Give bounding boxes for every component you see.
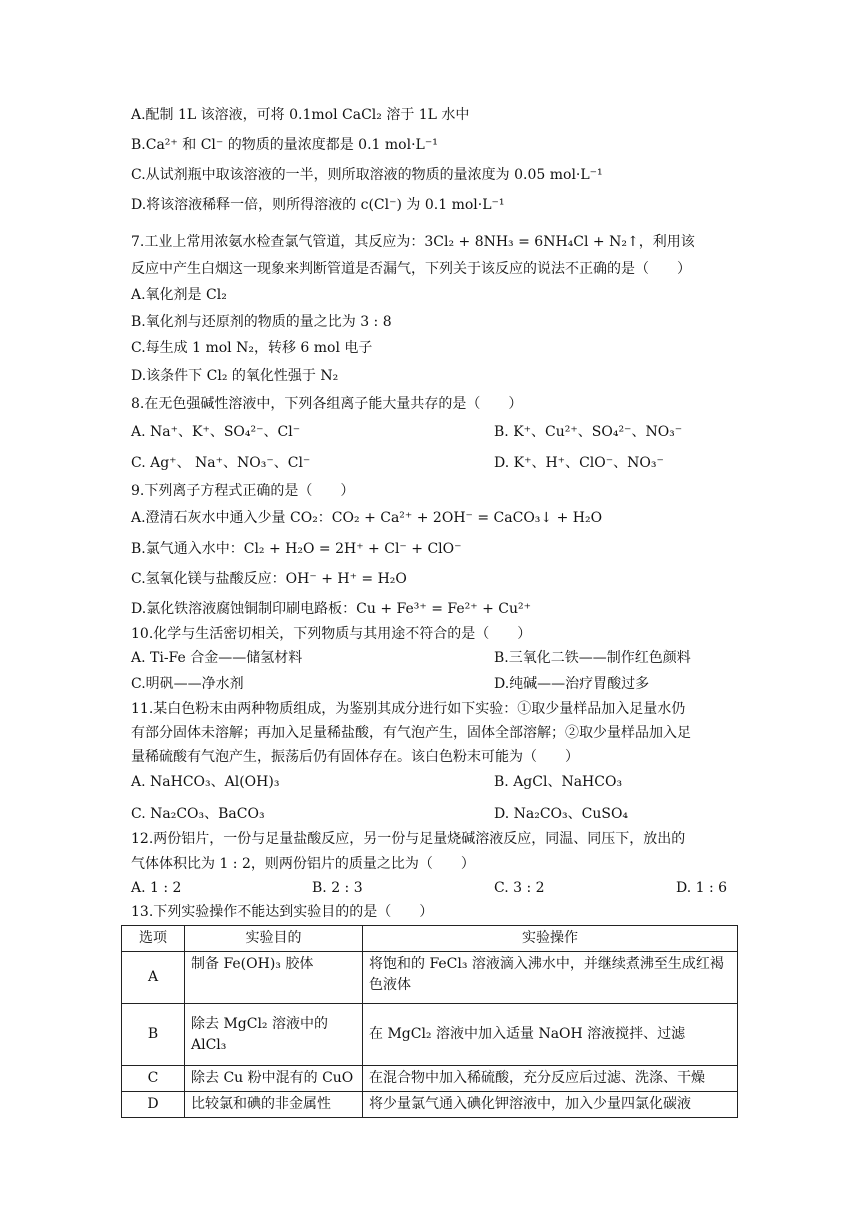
q11-option-b: B. AgCl、NaHCO₃: [494, 774, 623, 790]
row-operation: 在混合物中加入稀硫酸，充分反应后过滤、洗涤、干燥: [363, 1066, 738, 1092]
q7-option-a: A.氧化剂是 Cl₂: [131, 287, 227, 303]
row-purpose: 比较氯和碘的非金属性: [185, 1092, 363, 1118]
q7-option-d: D.该条件下 Cl₂ 的氧化性强于 N₂: [131, 368, 339, 384]
q10-option-b: B.三氧化二铁——制作红色颜料: [494, 650, 691, 666]
q11-stem-line2: 有部分固体未溶解；再加入足量稀盐酸，有气泡产生，固体全部溶解；②取少量样品加入足: [131, 725, 691, 741]
row-operation: 将饱和的 FeCl₃ 溶液滴入沸水中，并继续煮沸至生成红褐色液体: [363, 952, 738, 1004]
q11-stem-line3: 量稀硫酸有气泡产生，振荡后仍有固体存在。该白色粉末可能为（ ）: [131, 749, 579, 765]
q7-stem-line2: 反应中产生白烟这一现象来判断管道是否漏气，下列关于该反应的说法不正确的是（ ）: [131, 261, 691, 277]
q10-option-a: A. Ti-Fe 合金——储氢材料: [131, 650, 303, 666]
q8-option-a: A. Na⁺、K⁺、SO₄²⁻、Cl⁻: [131, 424, 301, 440]
table-header-row: [122, 926, 738, 952]
row-purpose: 制备 Fe(OH)₃ 胶体: [185, 952, 363, 1004]
q9-option-b: B.氯气通入水中：Cl₂ + H₂O = 2H⁺ + Cl⁻ + ClO⁻: [131, 541, 462, 557]
q9-stem: 9.下列离子方程式正确的是（ ）: [131, 483, 355, 499]
q12-stem-line1: 12.两份铝片，一份与足量盐酸反应，另一份与足量烧碱溶液反应，同温、同压下，放出的: [131, 831, 686, 847]
q7-option-c: C.每生成 1 mol N₂，转移 6 mol 电子: [131, 340, 373, 356]
row-purpose: 除去 Cu 粉中混有的 CuO: [185, 1066, 363, 1092]
q11-option-d: D. Na₂CO₃、CuSO₄: [494, 806, 629, 822]
q8-option-c: C. Ag⁺、 Na⁺、NO₃⁻、Cl⁻: [131, 455, 311, 471]
q12-stem-line2: 气体体积比为 1 : 2，则两份铝片的质量之比为（ ）: [131, 856, 475, 872]
q11-stem-line1: 11.某白色粉末由两种物质组成，为鉴别其成分进行如下实验：①取少量样品加入足量水仍: [131, 701, 686, 717]
table-row: [122, 952, 738, 1004]
row-option: C: [122, 1066, 185, 1092]
q10-option-d: D.纯碱——治疗胃酸过多: [494, 676, 650, 692]
header-purpose: 实验目的: [185, 926, 363, 952]
row-option: A: [122, 952, 185, 1004]
row-operation: 将少量氯气通入碘化钾溶液中，加入少量四氯化碳液: [363, 1092, 738, 1118]
q8-option-d: D. K⁺、H⁺、ClO⁻、NO₃⁻: [494, 455, 664, 471]
experiment-table: [121, 925, 738, 1118]
q10-option-c: C.明矾——净水剂: [131, 676, 244, 692]
q6-option-c: C.从试剂瓶中取该溶液的一半，则所取溶液的物质的量浓度为 0.05 mol·L⁻¹: [131, 167, 603, 183]
row-operation: 在 MgCl₂ 溶液中加入适量 NaOH 溶液搅拌、过滤: [363, 1004, 738, 1066]
q6-option-d: D.将该溶液稀释一倍，则所得溶液的 c(Cl⁻) 为 0.1 mol·L⁻¹: [131, 197, 505, 213]
q8-option-b: B. K⁺、Cu²⁺、SO₄²⁻、NO₃⁻: [494, 424, 683, 440]
table-row: [122, 1066, 738, 1092]
q7-option-b: B.氧化剂与还原剂的物质的量之比为 3 : 8: [131, 314, 392, 330]
row-purpose: 除去 MgCl₂ 溶液中的 AlCl₃: [185, 1004, 363, 1066]
q11-option-a: A. NaHCO₃、Al(OH)₃: [131, 774, 280, 790]
q10-stem: 10.化学与生活密切相关，下列物质与其用途不符合的是（ ）: [131, 626, 532, 642]
q12-option-b: B. 2 : 3: [312, 880, 363, 896]
q6-option-a: A.配制 1L 该溶液，可将 0.1mol CaCl₂ 溶于 1L 水中: [131, 107, 470, 123]
q9-option-c: C.氢氧化镁与盐酸反应：OH⁻ + H⁺ = H₂O: [131, 571, 407, 587]
q8-stem: 8.在无色强碱性溶液中，下列各组离子能大量共存的是（ ）: [131, 396, 523, 412]
q13-stem: 13.下列实验操作不能达到实验目的的是（ ）: [131, 904, 434, 920]
q7-stem-line1: 7.工业上常用浓氨水检查氯气管道，其反应为：3Cl₂ + 8NH₃ = 6NH₄Cl + N₂↑，利用该: [131, 234, 695, 250]
row-option: B: [122, 1004, 185, 1066]
q9-option-d: D.氯化铁溶液腐蚀铜制印刷电路板：Cu + Fe³⁺ = Fe²⁺ + Cu²⁺: [131, 601, 531, 617]
q12-option-a: A. 1 : 2: [131, 880, 182, 896]
table-row: [122, 1004, 738, 1066]
row-option: D: [122, 1092, 185, 1118]
q6-option-b: B.Ca²⁺ 和 Cl⁻ 的物质的量浓度都是 0.1 mol·L⁻¹: [131, 137, 438, 153]
q9-option-a: A.澄清石灰水中通入少量 CO₂：CO₂ + Ca²⁺ + 2OH⁻ = CaCO₃↓ + H₂O: [131, 510, 603, 526]
q11-option-c: C. Na₂CO₃、BaCO₃: [131, 806, 265, 822]
header-operation: 实验操作: [363, 926, 738, 952]
header-option: 选项: [122, 926, 185, 952]
q12-option-c: C. 3 : 2: [494, 880, 545, 896]
table-row: [122, 1092, 738, 1118]
q12-option-d: D. 1 : 6: [676, 880, 728, 896]
